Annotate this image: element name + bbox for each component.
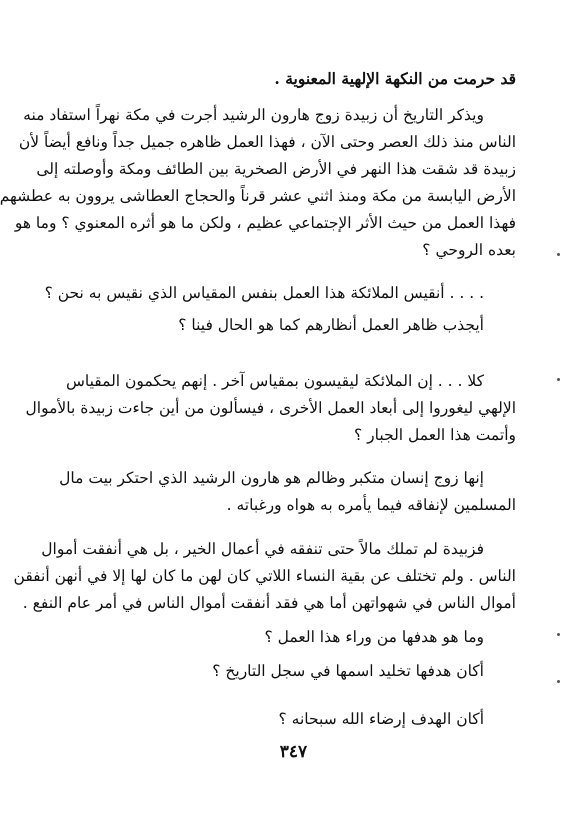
paragraph-line: المسلمين لإنفاقه فيما يأمره به هواه ورغباته .	[226, 496, 516, 514]
margin-dot	[557, 378, 560, 381]
margin-dot	[557, 253, 560, 256]
question-line: . . . . أنقيس الملائكة هذا العمل بنفس المقياس الذي نقيس به نحن ؟	[44, 284, 484, 302]
paragraph-line: فزبيدة لم تملك مالاً حتى تنفقه في أعمال الخير ، بل هي أنفقت أموال	[41, 540, 484, 558]
margin-dot	[557, 633, 560, 636]
page-number: ٣٤٧	[279, 742, 308, 762]
question-line: وما هو هدفها من وراء هذا العمل ؟	[264, 628, 484, 646]
paragraph-line: أموال الناس في شهواتهن أما هي فقد أنفقت أموال الناس في أمر عام النفع .	[22, 594, 516, 612]
question-line: أيجذب ظاهر العمل أنظارهم كما هو الحال فينا ؟	[178, 316, 484, 334]
question-line: أكان هدفها تخليد اسمها في سجل التاريخ ؟	[212, 662, 484, 680]
question-line: أكان الهدف إرضاء الله سبحانه ؟	[278, 710, 484, 728]
paragraph-line: الناس منذ ذلك العصر وحتى الآن ، فهذا العمل ظاهره جميل جداً ونافع أيضاً لأن	[18, 133, 516, 151]
paragraph-line: زبيدة قد شقت هذا النهر في الأرض الصخرية بين الطائف ومكة وأوصلته إلى	[36, 160, 516, 178]
paragraph-line: إنها زوج إنسان متكبر وظالم هو هارون الرشيد الذي احتكر بيت مال	[59, 469, 484, 487]
margin-dot	[557, 680, 560, 683]
paragraph-line: الأرض اليابسة من مكة ومنذ اثني عشر قرناً والحجاج العطاشى يروون به عطشهم	[0, 187, 516, 205]
paragraph-line: الإلهي ليغوروا إلى أبعاد العمل الأخرى ، فيسألون من أين جاءت زبيدة بالأموال	[25, 399, 516, 417]
paragraph-line: الناس . ولم تختلف عن بقية النساء اللاتي كان لهن ما كان لها إلا في أنهن أنفقن	[13, 567, 516, 585]
text-line: قد حرمت من النكهة الإلهية المعنوية .	[274, 69, 516, 88]
paragraph-line: فهذا العمل من حيث الأثر الإجتماعي عظيم ، ولكن ما هو أثره المعنوي ؟ وما هو	[14, 214, 516, 232]
paragraph-line: ويذكر التاريخ أن زبيدة زوج هارون الرشيد أجرت في مكة نهراً استفاد منه	[23, 106, 484, 124]
paragraph-line: بعده الروحي ؟	[422, 241, 516, 259]
paragraph-line: وأتمت هذا العمل الجبار ؟	[354, 426, 516, 444]
paragraph-line: كلا . . . إن الملائكة ليقيسون بمقياس آخر . إنهم يحكمون المقياس	[65, 372, 484, 390]
